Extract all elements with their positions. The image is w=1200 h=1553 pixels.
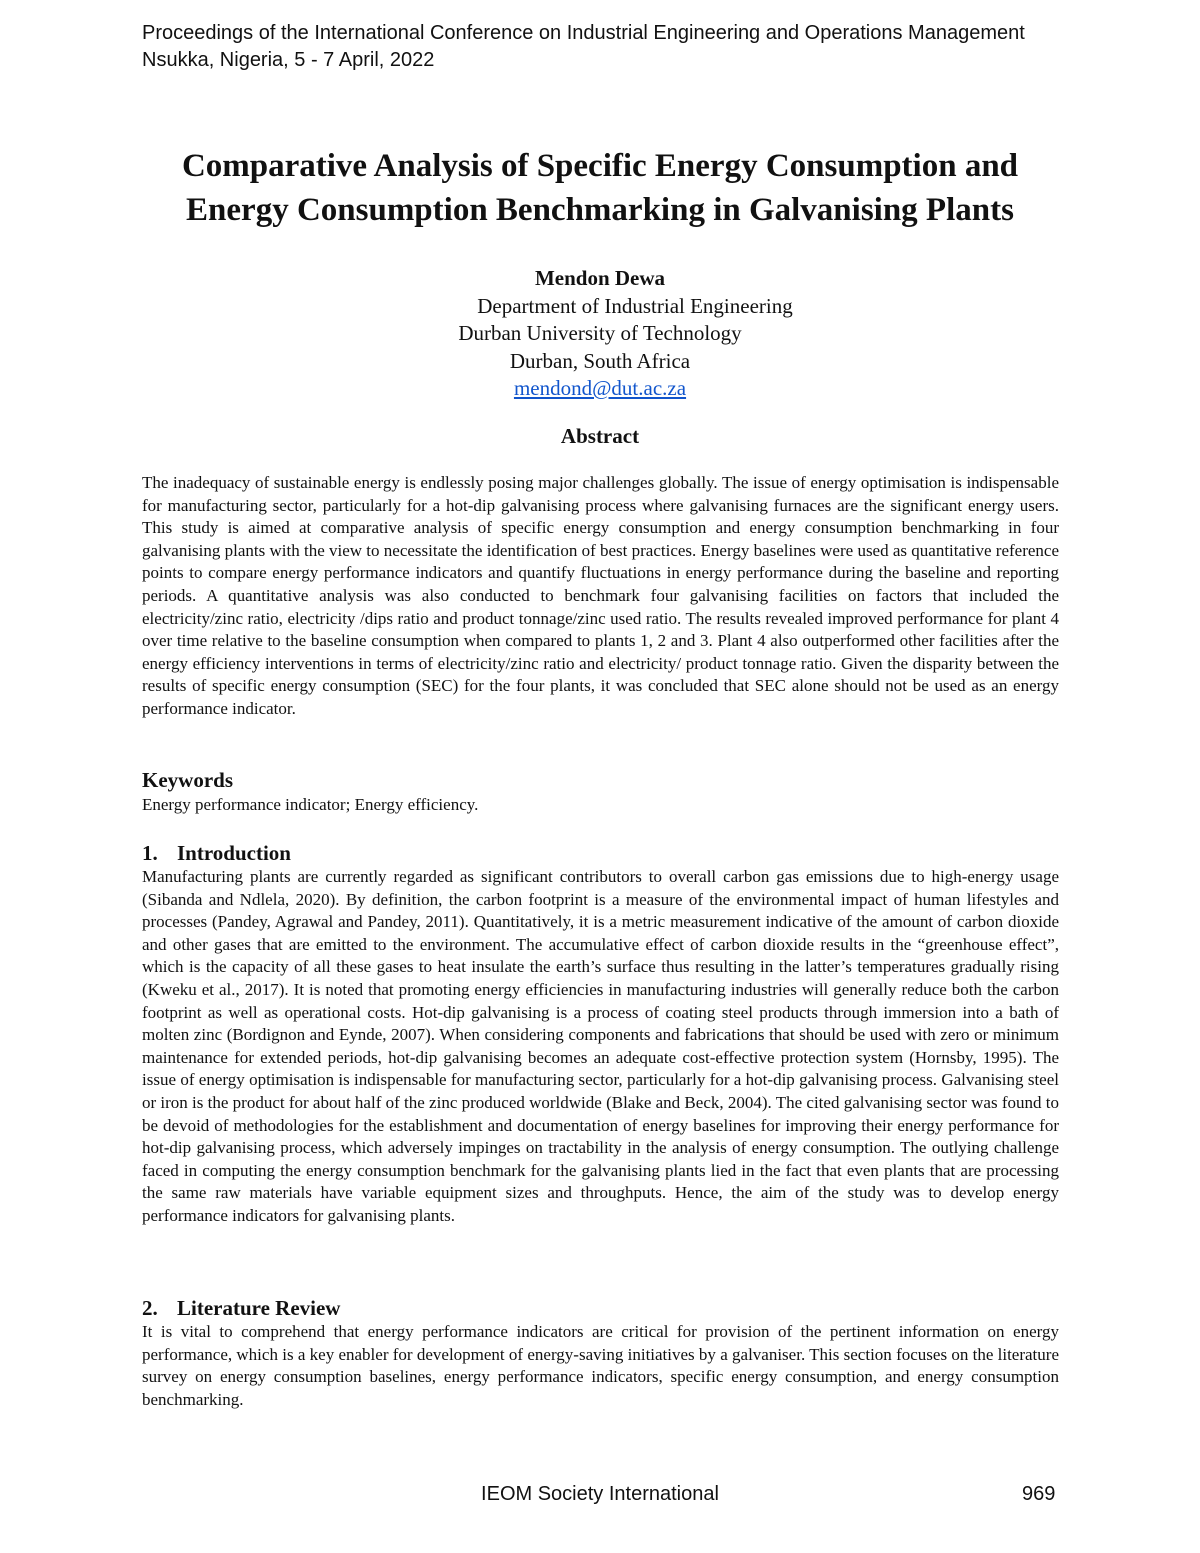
title-line-2: Energy Consumption Benchmarking in Galvanising Plants (186, 192, 1014, 228)
page-number: 969 (1022, 1483, 1056, 1505)
section-number: 2. (142, 1296, 158, 1320)
author-name: Mendon Dewa (534, 266, 666, 290)
author-university: Durban University of Technology (458, 321, 742, 345)
abstract-text: The inadequacy of sustainable energy is endlessly posing major challenges globally. The issue of energy optimisation is indispensable for manufacturing sector, particularly for a hot-dip galvanising process where galvanising furnaces are the significant energy users. This study is aimed at comparative analysis of specific energy consumption and energy consumption benchmarking in four galvanising plants with the view to necessitate the identification of best practices. Energy baselines were used as quantitative reference points to compare energy performance indicators and quantify fluctuations in energy performance during the baseline and reporting periods. A quantitative analysis was also conducted to benchmark four galvanising facilities on factors that included the electricity/zinc ratio, electricity /dips ratio and product tonnage/zinc used ratio. The results revealed improved performance for plant 4 over time relative to the baseline consumption when compared to plants 1, 2 and 3. Plant 4 also outperformed other facilities after the energy efficiency interventions in terms of electricity/zinc ratio and electricity/ product tonnage ratio. Given the disparity between the results of specific energy consumption (SEC) for the four plants, it was concluded that SEC alone should not be used as an energy performance indicator. (142, 473, 1059, 718)
author-department: Department of Industrial Engineering (477, 293, 793, 318)
keywords-heading: Keywords (142, 768, 233, 792)
conference-location: Nsukka, Nigeria, 5 - 7 April, 2022 (142, 49, 435, 71)
introduction-heading (142, 840, 291, 866)
literature-review-heading (142, 1295, 340, 1321)
literature-review-text: It is vital to comprehend that energy performance indicators are critical for provision of the pertinent information on energy performance, which is a key enabler for development of energy-saving initiatives by a galvaniser. This section focuses on the literature survey on energy consumption baselines, energy performance indicators, specific energy consumption, and energy consumption benchmarking. (142, 1322, 1059, 1409)
running-head (142, 20, 1025, 74)
abstract-heading: Abstract (560, 424, 640, 448)
title-line-1: Comparative Analysis of Specific Energy Consumption and (181, 148, 1019, 184)
introduction-text: Manufacturing plants are currently regarded as significant contributors to overall carbon gas emissions due to high-energy usage (Sibanda and Ndlela, 2020). By definition, the carbon footprint is a measure of the environmental impact of human lifestyles and processes (Pandey, Agrawal and Pandey, 2011). Quantitatively, it is a metric measurement indicative of the amount of carbon dioxide and other gases that are emitted to the environment. The accumulative effect of carbon dioxide results in the “greenhouse effect”, which is the capacity of all these gases to heat insulate the earth’s surface thus resulting in the latter’s temperatures gradually rising (Kweku et al., 2017). It is noted that promoting energy efficiencies in manufacturing industries will generally reduce both the carbon footprint as well as operational costs. Hot-dip galvanising is a process of coating steel products through immersion into a bath of molten zinc (Bordignon and Eynde, 2007). When considering components and fabrications that should be used with zero or minimum maintenance for extended periods, hot-dip galvanising becomes an adequate cost-effective protection system (Hornsby, 1995). The issue of energy optimisation is indispensable for manufacturing sector, particularly for a hot-dip galvanising process. Galvanising steel or iron is the product for about half of the zinc produced worldwide (Blake and Beck, 2004). The cited galvanising sector was found to be devoid of methodologies for the establishment and documentation of energy baselines for improving their energy performance for hot-dip galvanising process, which adversely impinges on tractability in the analysis of energy consumption. The outlying challenge faced in computing the energy consumption benchmark for the galvanising plants lied in the fact that even plants that are processing the same raw materials have variable equipment sizes and throughputs. Hence, the aim of the study was to develop energy performance indicators for galvanising plants. (142, 867, 1059, 1225)
section-title: Literature Review (177, 1296, 341, 1320)
author-location: Durban, South Africa (509, 348, 691, 373)
keywords-text: Energy performance indicator; Energy efficiency. (142, 795, 479, 814)
conference-name: Proceedings of the International Conference on Industrial Engineering and Operations Management (142, 22, 1025, 44)
section-title: Introduction (177, 841, 291, 865)
footer-society: IEOM Society International (481, 1483, 719, 1505)
paper-title (100, 144, 1100, 232)
section-number: 1. (142, 841, 158, 865)
author-block (0, 265, 1200, 403)
author-email-link[interactable]: mendond@dut.ac.za (513, 376, 687, 400)
